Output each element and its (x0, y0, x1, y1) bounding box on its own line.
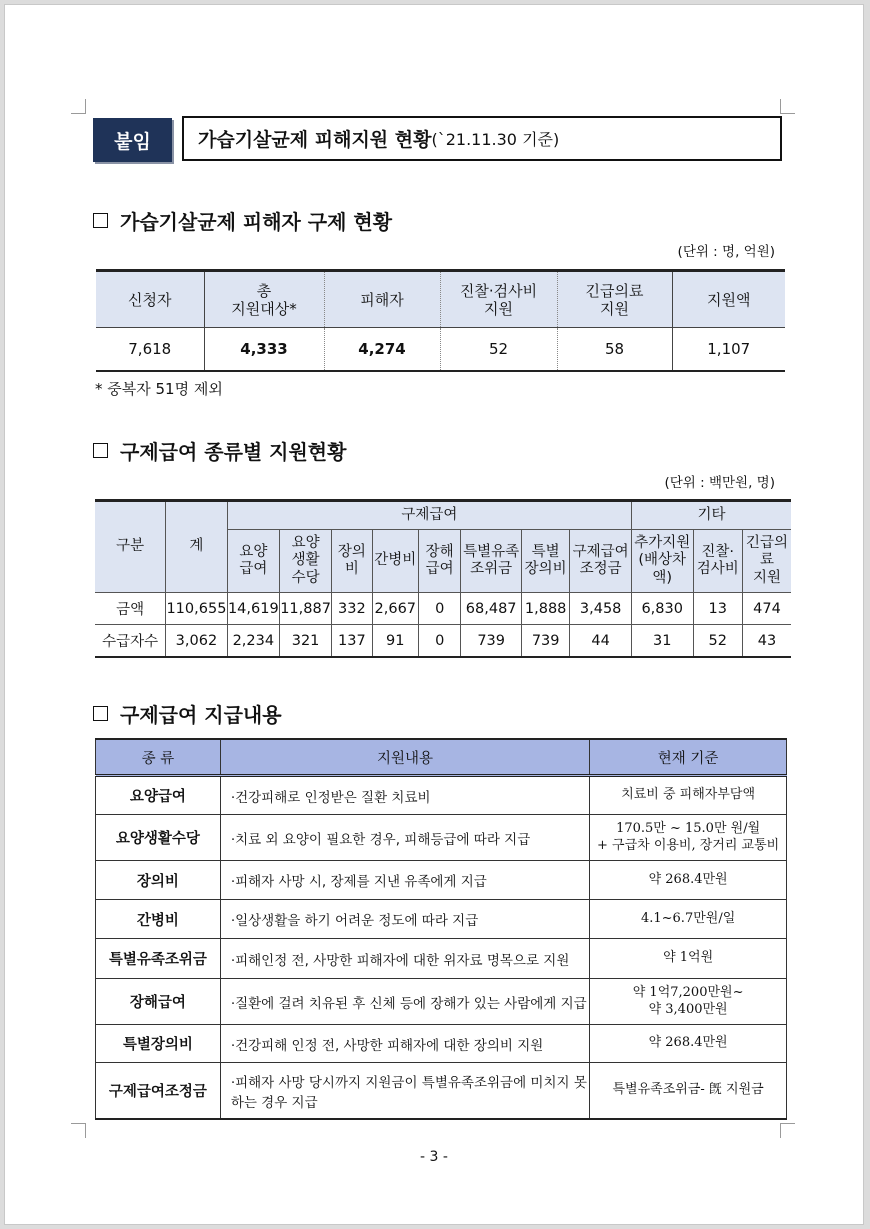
table-row (96, 1025, 787, 1063)
header-cell: 현재 기준 (590, 739, 787, 776)
value-cell: 7,618 (128, 340, 172, 358)
value-cell: 739 (521, 625, 569, 658)
square-bullet-icon (93, 706, 108, 721)
subheader-cell: 요양 생활 수당 (279, 530, 331, 593)
value-cell: 739 (461, 625, 522, 658)
value-cell: 474 (742, 593, 791, 625)
value-cell: 91 (372, 625, 418, 658)
table-row (96, 939, 787, 979)
table-header-row (96, 271, 785, 328)
header-cell: 구분 (95, 501, 166, 593)
table-row (95, 625, 791, 658)
subheader-cell: 장해 급여 (418, 530, 460, 593)
relief-standard: 약 1억원 (590, 939, 787, 979)
relief-type: 특별장의비 (96, 1025, 221, 1063)
value-cell: 44 (570, 625, 632, 658)
value-cell: 14,619 (227, 593, 279, 625)
value-cell: 68,487 (461, 593, 522, 625)
subheader-cell: 특별 장의비 (521, 530, 569, 593)
header-cell: 피해자 (324, 271, 440, 328)
section2-heading-text: 구제급여 종류별 지원현황 (120, 440, 347, 464)
value-cell: 52 (440, 328, 557, 372)
relief-content: ·일상생활을 하기 어려운 정도에 따라 지급 (220, 900, 589, 939)
section3-heading (93, 699, 282, 728)
relief-type: 특별유족조위금 (96, 939, 221, 979)
table-row (96, 900, 787, 939)
subheader-cell: 구제급여 조정금 (570, 530, 632, 593)
relief-standard: 4.1~6.7만원/일 (590, 900, 787, 939)
document-page (4, 4, 864, 1225)
table-header-row (95, 501, 791, 530)
crop-mark-top-right (780, 99, 795, 114)
relief-by-type-table (95, 499, 791, 658)
value-cell: 6,830 (631, 593, 693, 625)
relief-content: ·건강피해로 인정받은 질환 치료비 (220, 776, 589, 815)
attachment-badge: 붙임 (93, 118, 172, 162)
relief-type: 구제급여조정금 (96, 1063, 221, 1120)
relief-content: ·피해인정 전, 사망한 피해자에 대한 위자료 명목으로 지원 (220, 939, 589, 979)
value-cell: 3,062 (166, 625, 228, 658)
table-row (96, 979, 787, 1025)
relief-content: ·치료 외 요양이 필요한 경우, 피해등급에 따라 지급 (220, 815, 589, 861)
value-cell: 4,333 (204, 328, 324, 372)
header-cell: 지원액 (672, 271, 785, 328)
relief-standard: 약 1억7,200만원~ 약 3,400만원 (590, 979, 787, 1025)
value-cell: 11,887 (279, 593, 331, 625)
section1-heading-text: 가습기살균제 피해자 구제 현황 (120, 210, 393, 234)
value-cell: 13 (693, 593, 742, 625)
value-cell: 52 (693, 625, 742, 658)
subheader-cell: 요양 급여 (227, 530, 279, 593)
square-bullet-icon (93, 443, 108, 458)
subheader-cell: 추가지원 (배상차액) (631, 530, 693, 593)
subheader-cell: 진찰· 검사비 (693, 530, 742, 593)
relief-standard: 170.5만 ~ 15.0만 원/월 + 구급차 이용비, 장거리 교통비 (590, 815, 787, 861)
relief-details-table (95, 738, 787, 1120)
section3-heading-text: 구제급여 지급내용 (120, 703, 282, 727)
title-main: 가습기살균제 피해지원 현황 (198, 129, 432, 151)
subheader-cell: 특별유족 조위금 (461, 530, 522, 593)
subheader-cell: 긴급의료 지원 (742, 530, 791, 593)
relief-content: ·피해자 사망 당시까지 지원금이 특별유족조위금에 미치지 못하는 경우 지급 (220, 1063, 589, 1120)
square-bullet-icon (93, 213, 108, 228)
relief-type: 장의비 (96, 861, 221, 900)
table-header-row (96, 739, 787, 776)
crop-mark-bottom-right (780, 1123, 795, 1138)
value-cell: 137 (332, 625, 372, 658)
table-row (96, 815, 787, 861)
relief-type: 간병비 (96, 900, 221, 939)
header-cell: 긴급의료 지원 (557, 271, 672, 328)
value-cell: 0 (418, 625, 460, 658)
victim-relief-table (96, 269, 785, 372)
value-cell: 2,234 (227, 625, 279, 658)
table-row (96, 328, 785, 372)
section2-unit: (단위 : 백만원, 명) (664, 475, 775, 491)
relief-standard: 약 268.4만원 (590, 1025, 787, 1063)
table-row (96, 1063, 787, 1120)
relief-standard: 특별유족조위금- 旣 지원금 (590, 1063, 787, 1120)
value-cell: 0 (418, 593, 460, 625)
header-cell: 계 (166, 501, 228, 593)
header-cell: 지원내용 (220, 739, 589, 776)
footnote: * 중복자 51명 제외 (95, 380, 223, 398)
header-cell: 총 지원대상* (204, 271, 324, 328)
value-cell: 2,667 (372, 593, 418, 625)
value-cell: 110,655 (166, 593, 228, 625)
row-label: 금액 (95, 593, 166, 625)
table-row (96, 861, 787, 900)
crop-mark-top-left (71, 99, 86, 114)
value-cell: 321 (279, 625, 331, 658)
relief-standard: 약 268.4만원 (590, 861, 787, 900)
row-label: 수급자수 (95, 625, 166, 658)
value-cell: 58 (557, 328, 672, 372)
header-cell: 구제급여 (227, 501, 631, 530)
subheader-cell: 간병비 (372, 530, 418, 593)
crop-mark-bottom-left (71, 1123, 86, 1138)
header-cell: 종 류 (96, 739, 221, 776)
relief-content: ·건강피해 인정 전, 사망한 피해자에 대한 장의비 지원 (220, 1025, 589, 1063)
section1-heading (93, 206, 392, 235)
page-number: - 3 - (420, 1149, 448, 1165)
value-cell: 1,888 (521, 593, 569, 625)
relief-type: 장해급여 (96, 979, 221, 1025)
header-cell: 신청자 (96, 271, 204, 328)
value-cell: 43 (742, 625, 791, 658)
relief-type: 요양생활수당 (96, 815, 221, 861)
table-row (95, 593, 791, 625)
value-cell: 4,274 (324, 328, 440, 372)
title-date: (`21.11.30 기준) (431, 130, 560, 149)
relief-content: ·피해자 사망 시, 장제를 지낸 유족에게 지급 (220, 861, 589, 900)
header-cell: 기타 (631, 501, 791, 530)
header-cell: 진찰·검사비 지원 (440, 271, 557, 328)
relief-content: ·질환에 걸려 치유된 후 신체 등에 장해가 있는 사람에게 지급 (220, 979, 589, 1025)
relief-type: 요양급여 (96, 776, 221, 815)
section1-unit: (단위 : 명, 억원) (677, 244, 775, 260)
subheader-cell: 장의비 (332, 530, 372, 593)
value-cell: 31 (631, 625, 693, 658)
document-title (182, 116, 782, 161)
value-cell: 3,458 (570, 593, 632, 625)
section2-heading (93, 436, 346, 465)
table-row (96, 776, 787, 815)
relief-standard: 치료비 중 피해자부담액 (590, 776, 787, 815)
value-cell: 332 (332, 593, 372, 625)
value-cell: 1,107 (672, 328, 785, 372)
